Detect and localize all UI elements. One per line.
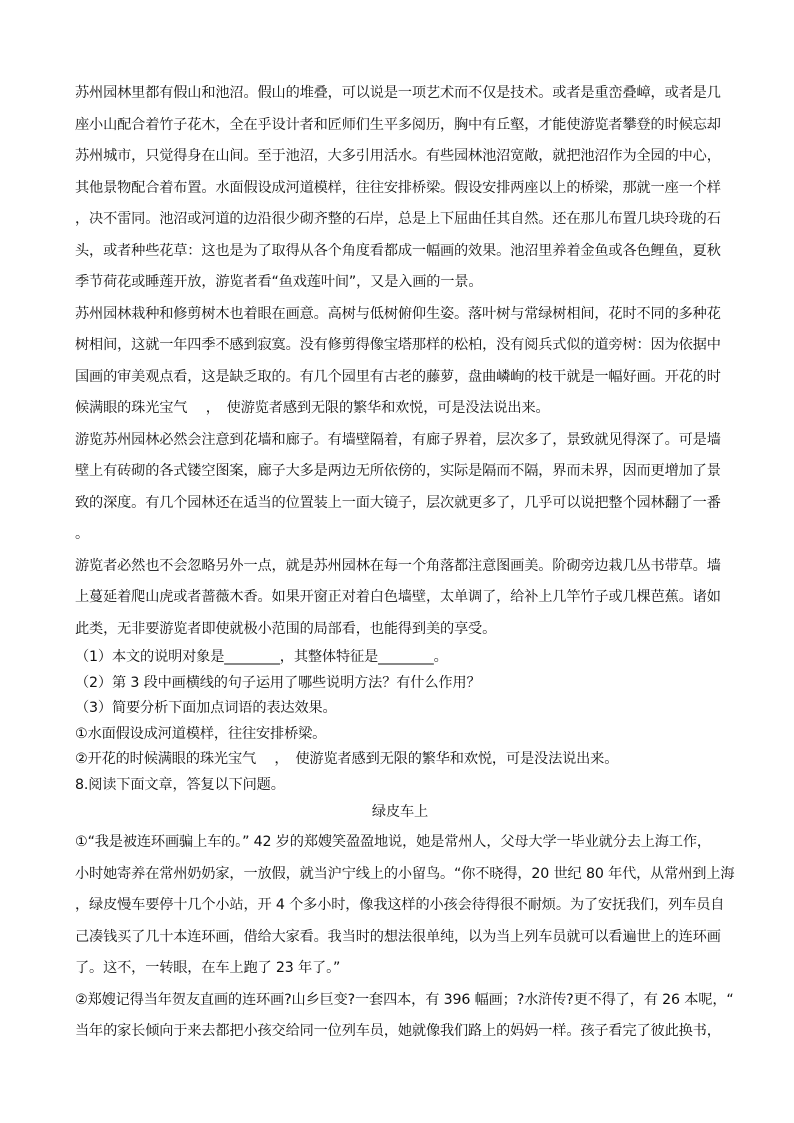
question-3-item-2: ②开花的时候满眼的珠光宝气 ， 使游览者感到无限的繁华和欢悦，可是没法说出来。: [75, 751, 619, 767]
text-line: ，绿皮慢车要停十几个小站，开 4 个多小时，像我这样的小孩会待得很不耐烦。为了安抚我们，列车员自: [75, 897, 725, 913]
question-1: （1）本文的说明对象是________，其整体特征是________。: [75, 649, 448, 665]
text-line: 壁上有砖砌的各式镂空图案，廊子大多是两边无所依傍的，实际是隔而不隔，界而未界，因而更增加了景: [75, 463, 721, 479]
text-line: 此类，无非要游览者即使就极小范围的局部看，也能得到美的享受。: [75, 620, 497, 637]
passage-paragraph-4: [75, 551, 725, 646]
text-line: 国画的审美观点看，这是缺乏取的。有几个园里有古老的藤萝，盘曲嶙峋的枝干就是一幅好画。开花的时: [75, 368, 721, 385]
text-line: 上蔓延着爬山虎或者蔷薇木香。如果开窗正对着白色墙壁，太单调了，给补上几竿竹子或几棵芭蕉。诸如: [75, 589, 721, 605]
text-line: 了。这不，一转眼，在车上跑了 23 年了。”: [75, 960, 341, 976]
text-line: 。: [75, 526, 90, 542]
text-line: 游览苏州园林必然会注意到花墙和廊子。有墙壁隔着，有廊子界着，层次多了，景致就见得深了。可是墙: [75, 431, 721, 448]
text-line: 苏州园林栽种和修剪树木也着眼在画意。高树与低树俯仰生姿。落叶树与常绿树相间，花时不同的多种花: [75, 305, 721, 322]
text-line: 致的深度。有几个园林还在适当的位置装上一面大镜子，层次就更多了，几乎可以说把整个园林翻了一番: [75, 494, 721, 511]
text-line: 苏州城市，只觉得身在山间。至于池沼，大多引用活水。有些园林池沼宽敞，就把池沼作为全园的中心，: [75, 148, 721, 164]
text-line: 苏州园林里都有假山和池沼。假山的堆叠，可以说是一项艺术而不仅是技术。或者是重峦叠嶂，或者是几: [75, 85, 721, 101]
article-paragraph-2: [75, 985, 734, 1048]
document-page: [75, 78, 735, 1048]
text-line: 树相间，这就一年四季不感到寂寞。没有修剪得像宝塔那样的松柏，没有阅兵式似的道旁树：因为依据中: [75, 337, 721, 353]
text-line: 游览者必然也不会忽略另外一点，就是苏州园林在每一个角落都注意图画美。阶砌旁边栽几丛书带草。墙: [75, 557, 721, 574]
text-line: 己凑钱买了几十本连环画，借给大家看。我当时的想法很单纯，以为当上列车员就可以看遍世上的连环画: [75, 928, 721, 945]
text-line: ②郑嫂记得当年贺友直画的连环画?山乡巨变?一套四本，有 396 幅画；?水浒传?更不得了，有 26 本呢，“: [75, 991, 734, 1008]
question-3-item-1: ①水面假设成河道模样，往往安排桥梁。: [75, 725, 327, 742]
text-line: 头，或者种些花草：这也是为了取得从各个角度看都成一幅画的效果。池沼里养着金鱼或各色鲤鱼，夏秋: [75, 242, 721, 259]
text-line: 当年的家长倾向于来去都把小孩交给同一位列车员，她就像我们路上的妈妈一样。孩子看完了彼此换书，: [75, 1023, 721, 1039]
text-line: ①“我是被连环画骗上车的。” 42 岁的郑嫂笑盈盈地说，她是常州人，父母大学一毕业就分去上海工作，: [75, 834, 711, 850]
question-2: （2）第 3 段中画横线的句子运用了哪些说明方法？有什么作用？: [75, 674, 481, 691]
passage-paragraph-3: [75, 425, 725, 551]
question-list: [75, 645, 725, 798]
text-line: ，决不雷同。池沼或河道的边沿很少砌齐整的石岸，总是上下屈曲任其自然。还在那儿布置几块玲珑的石: [75, 211, 721, 227]
question-8-prompt: 8.阅读下面文章，答复以下问题。: [75, 776, 285, 793]
text-line: 座小山配合着竹子花木，全在乎设计者和匠师们生平多阅历，胸中有丘壑，才能使游览者攀登的时候忘却: [75, 116, 721, 133]
passage-paragraph-2: [75, 299, 725, 425]
text-line: 候满眼的珠光宝气 ， 使游览者感到无限的繁华和欢悦，可是没法说出来。: [75, 400, 550, 416]
passage-paragraph-1: [75, 78, 725, 299]
article-paragraph-1: [75, 827, 735, 985]
text-line: 季节荷花或睡莲开放，游览者看“鱼戏莲叶间”，又是入画的一景。: [75, 274, 483, 290]
text-line: 其他景物配合着布置。水面假设成河道模样，往往安排桥梁。假设安排两座以上的桥梁，那就一座一个样: [75, 179, 721, 196]
article-title: 绿皮车上: [371, 804, 429, 820]
question-3: （3）简要分析下面加点词语的表达效果。: [75, 700, 337, 716]
text-line: 小时她寄养在常州奶奶家，一放假，就当沪宁线上的小留鸟。“你不晓得，20 世纪 80 年代，从常州到上海: [75, 865, 735, 882]
